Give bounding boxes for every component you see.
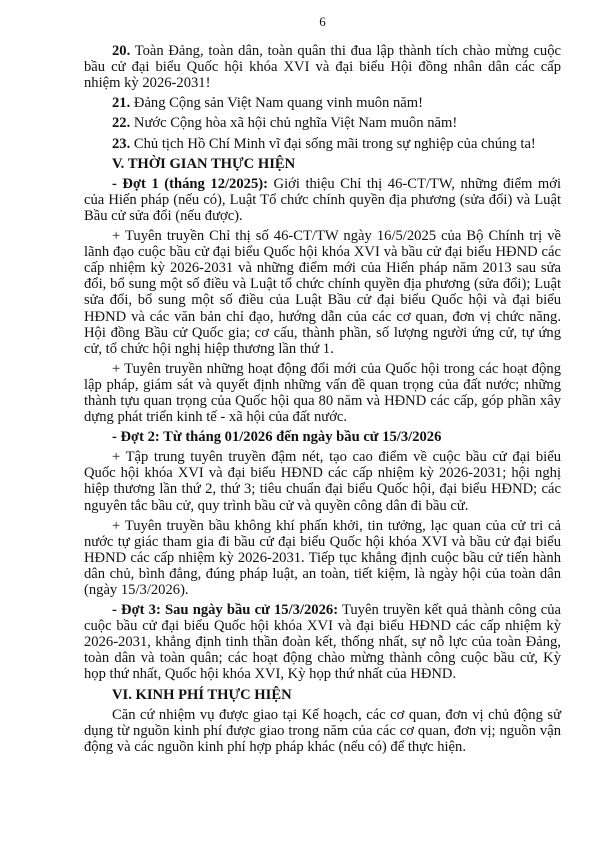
slogan-23-text: Chủ tịch Hồ Chí Minh vĩ đại sống mãi trong sự nghiệp của chúng ta! [130,135,536,152]
slogan-22-text: Nước Cộng hòa xã hội chủ nghĩa Việt Nam muôn năm! [130,115,458,132]
phase-2-item-2: + Tuyên truyền bầu không khí phấn khởi, tin tưởng, lạc quan của cử tri cả nước tự giác tham gia đi bầu cử đại biểu Quốc hội khóa XVI và bầu cử đại biểu HĐND các cấp nhiệm kỳ 2026-2031. Tiếp tục khẳng định cuộc bầu cử tiến hành dân chủ, bình đẳng, đúng pháp luật, an toàn, tiết kiệm, là ngày hội của toàn dân (ngày 15/3/2026). [84,517,561,598]
funding-paragraph: Căn cứ nhiệm vụ được giao tại Kế hoạch, các cơ quan, đơn vị chủ động sử dụng từ nguồn kinh phí được giao trong năm của các cơ quan, đơn vị; nguồn vận động và các nguồn kinh phí hợp pháp khác (nếu có) để thực hiện. [84,706,561,755]
slogan-21 [84,95,561,111]
phase-2 [84,429,561,445]
phase-3-text: Tuyên truyền kết quả thành công của cuộc bầu cử đại biểu Quốc hội khóa XVI và đại biểu HĐND các cấp nhiệm kỳ 2026-2031, khẳng định tinh thần đoàn kết, thống nhất, sự nỗ lực của toàn Đảng, toàn dân và toàn quân; các hoạt động chào mừng thành công cuộc bầu cử, Kỳ họp thứ nhất, Quốc hội khóa XVI, Kỳ họp thứ nhất của HĐND. [84,602,561,683]
slogan-20 [84,43,561,91]
phase-3-label: - Đợt 3: Sau ngày bầu cử 15/3/2026: [112,602,339,619]
section-6-heading: VI. KINH PHÍ THỰC HIỆN [112,686,292,703]
phase-2-item-1: + Tập trung tuyên truyền đậm nét, tạo cao điểm về cuộc bầu cử đại biểu Quốc hội khóa XVI và đại biểu HĐND các cấp nhiệm kỳ 2026-2031; hội nghị hiệp thương lần thứ 2, thứ 3; tiêu chuẩn đại biểu Quốc hội, đại biểu HĐND; các nguyên tắc bầu cử, quy trình bầu cử và quyền công dân đi bầu cử. [84,449,561,514]
slogan-21-text: Đảng Cộng sản Việt Nam quang vinh muôn năm! [130,95,423,112]
phase-1-item-2: + Tuyên truyền những hoạt động đổi mới của Quốc hội trong các hoạt động lập pháp, giám sát và quyết định những vấn đề quan trọng của đất nước; những thành tựu quan trọng của Quốc hội qua 80 năm và HĐND các cấp, góp phần xây dựng phát triển kinh tế - xã hội của đất nước. [84,360,561,426]
phase-2-label: - Đợt 2: Từ tháng 01/2026 đến ngày bầu cử 15/3/2026 [112,429,442,446]
slogan-23-number: 23. [112,135,131,152]
phase-3 [84,602,561,682]
phase-1-item-1: + Tuyên truyền Chỉ thị số 46-CT/TW ngày 16/5/2025 của Bộ Chính trị về lãnh đạo cuộc bầu cử đại biểu Quốc hội khóa XVI và bầu cử đại biểu HĐND các cấp nhiệm kỳ 2026-2031 và những điểm mới của Hiến pháp năm 2013 sau sửa đổi, bổ sung một số điều và Luật tổ chức chính quyền địa phương (sửa đổi); Luật sửa đổi, bổ sung một số điều của Luật Bầu cử đại biểu Quốc hội và đại biểu HĐND và các văn bản chỉ đạo, hướng dẫn của các cơ quan, đơn vị chức năng. Hội đồng Bầu cử Quốc gia; cơ cấu, thành phần, số lượng người ứng cử, tự ứng cử, tổ chức hội nghị hiệp thương lần thứ 1. [84,228,561,357]
phase-1-label: - Đợt 1 (tháng 12/2025): [112,175,268,192]
slogan-21-number: 21. [112,95,131,112]
phase-1-text: Giới thiệu Chỉ thị 46-CT/TW, những điểm mới của Hiến pháp (nếu có), Luật Tổ chức chính quyền địa phương (sửa đổi) và Luật Bầu cử sửa đổi (nếu được). [84,175,561,224]
phase-1 [84,176,561,224]
slogan-22-number: 22. [112,115,131,132]
section-5-heading: V. THỜI GIAN THỰC HIỆN [112,155,296,172]
slogan-20-number: 20. [112,43,131,60]
page-number: 6 [319,14,326,29]
slogan-22 [84,115,561,131]
slogan-20-text: Toàn Đảng, toàn dân, toàn quân thi đua lập thành tích chào mừng cuộc bầu cử đại biểu Quốc hội khóa XVI và đại biểu Hội đồng nhân dân các cấp nhiệm kỳ 2026-2031! [84,43,561,92]
slogan-23 [84,136,561,152]
